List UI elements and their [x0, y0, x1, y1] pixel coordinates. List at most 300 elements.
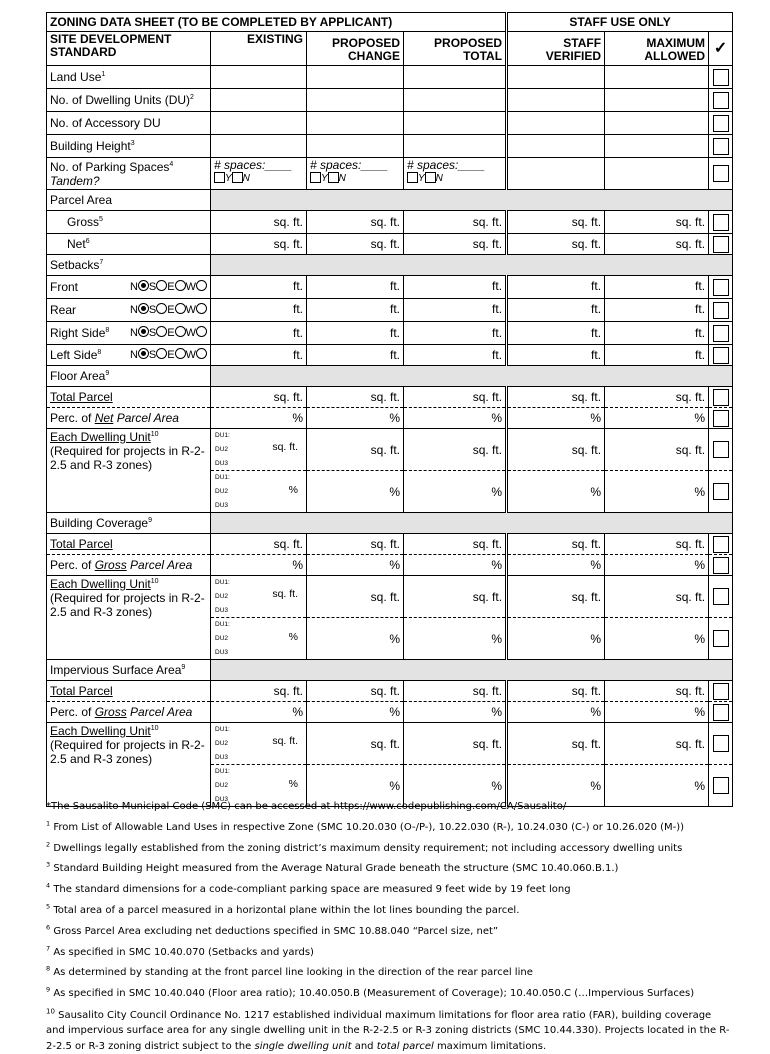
label-parcel-area-suffix: Parcel Area: [113, 411, 179, 425]
radio-s[interactable]: [156, 348, 167, 359]
row-front: [47, 276, 733, 299]
staff-field[interactable]: sq. ft.: [507, 681, 605, 702]
direction-selector: [130, 303, 207, 316]
radio-n[interactable]: [138, 280, 149, 291]
staff-field[interactable]: [507, 66, 605, 89]
section-shade: [211, 255, 733, 276]
du2-label: DU2: [215, 740, 229, 747]
du2-label: DU2: [215, 488, 229, 495]
change-field[interactable]: sq. ft.: [307, 576, 404, 618]
dir-n-label: N: [129, 327, 138, 339]
verify-checkbox[interactable]: [713, 777, 729, 794]
dir-e-label: E: [167, 304, 175, 316]
label-rear: Rear: [50, 303, 77, 317]
total-field[interactable]: [404, 135, 507, 158]
fn-ref: 1: [101, 71, 106, 78]
row-left-side: [47, 345, 733, 366]
no-checkbox[interactable]: [232, 172, 243, 183]
radio-n[interactable]: [138, 303, 149, 314]
staff-field[interactable]: %: [507, 765, 605, 807]
section-shade: [211, 366, 733, 387]
zoning-data-sheet: [46, 12, 732, 807]
max-field[interactable]: %: [605, 408, 709, 429]
dir-e-label: E: [167, 281, 175, 293]
footnote-10-single: single dwelling unit: [254, 1040, 352, 1052]
radio-e[interactable]: [175, 303, 186, 314]
max-field[interactable]: ft.: [605, 345, 709, 366]
total-field[interactable]: sq. ft.: [404, 681, 507, 702]
radio-s[interactable]: [156, 280, 167, 291]
staff-field[interactable]: %: [507, 555, 605, 576]
row-rear: [47, 299, 733, 322]
footnote-4: $^4$ The standard dimensions for a code-compliant parking space are measured 9 feet wide by 19 feet long: [46, 881, 571, 896]
staff-field[interactable]: ft.: [507, 322, 605, 345]
staff-field[interactable]: sq. ft.: [507, 534, 605, 555]
row-fa-du-sqft: [47, 429, 733, 471]
label-setbacks: Setbacks: [50, 258, 100, 272]
label-impervious: Impervious Surface Area: [50, 663, 182, 677]
existing-field[interactable]: sq. ft.: [211, 534, 307, 555]
max-field[interactable]: [605, 112, 709, 135]
verify-checkbox[interactable]: [713, 410, 729, 427]
total-field[interactable]: %: [404, 555, 507, 576]
label-building-height: Building Height: [50, 139, 131, 153]
verify-checkbox[interactable]: [713, 279, 729, 296]
row-gross: [47, 211, 733, 234]
total-field[interactable]: %: [404, 408, 507, 429]
max-field[interactable]: %: [605, 555, 709, 576]
fn-ref: 9: [148, 517, 152, 524]
total-field[interactable]: sq. ft.: [404, 429, 507, 471]
change-field[interactable]: sq. ft.: [307, 681, 404, 702]
du2-label: DU2: [215, 446, 229, 453]
footnote-1: $^1$ From List of Allowable Land Uses in respective Zone (SMC 10.20.030 (O-/P-), 10.22.030 (R-), 10.24.030 (C-) or 10.26.020 (M-)): [46, 819, 685, 833]
existing-field[interactable]: %: [211, 408, 307, 429]
label-tandem: Tandem?: [50, 173, 100, 188]
existing-field[interactable]: %: [288, 631, 298, 643]
staff-field[interactable]: %: [507, 618, 605, 660]
du1-label: DU1:: [215, 621, 230, 628]
footnote-10-total: total parcel: [376, 1040, 434, 1052]
spaces-total[interactable]: # spaces:____: [407, 158, 486, 172]
yes-label: Y: [418, 173, 425, 184]
label-each-du: Each Dwelling Unit: [50, 577, 151, 591]
zoning-table: [46, 12, 733, 807]
existing-field[interactable]: %: [288, 484, 298, 496]
du2-label: DU2: [215, 635, 229, 642]
row-parking: [47, 158, 733, 190]
yes-label: Y: [321, 173, 328, 184]
row-net: [47, 234, 733, 255]
total-field[interactable]: sq. ft.: [404, 211, 507, 234]
label-net: Net: [67, 237, 86, 251]
row-accessory-du: [47, 112, 733, 135]
change-field[interactable]: ft.: [307, 276, 404, 299]
footnote-7-text: As specified in SMC 10.40.070 (Setbacks and yards): [53, 946, 314, 958]
verify-checkbox[interactable]: [713, 588, 729, 605]
footnote-10: $^{10}$ Sausalito City Council Ordinance No. 1217 established individual maximum limitations for floor area ratio (FAR), building coverage and impervious surface area for any single dwelling unit in the R-2-2.5 or R-3 zoning districts (SMC 10.44.330). Projects located in the R-2-2.5 or R-3 zoning district subject to the single dwelling unit and total parcel maximum limitations.: [46, 1007, 730, 1052]
label-each-du: Each Dwelling Unit: [50, 430, 151, 444]
col-proposed-total: PROPOSED TOTAL: [404, 32, 507, 66]
fn-ref: 3: [130, 140, 135, 147]
change-field[interactable]: sq. ft.: [307, 211, 404, 234]
existing-field[interactable]: ft.: [211, 299, 307, 322]
max-field[interactable]: [605, 89, 709, 112]
staff-field[interactable]: sq. ft.: [507, 387, 605, 408]
section-floor-area: [47, 366, 733, 387]
staff-field[interactable]: sq. ft.: [507, 234, 605, 255]
section-shade: [211, 660, 733, 681]
staff-field[interactable]: ft.: [507, 276, 605, 299]
footnote-2: $^2$ Dwellings legally established from the zoning district’s maximum density requirement; not including accessory dwelling units: [46, 840, 683, 854]
footnote-8-text: As determined by standing at the front parcel line looking in the direction of the rear parcel line: [53, 967, 533, 979]
change-field[interactable]: sq. ft.: [307, 534, 404, 555]
verify-checkbox[interactable]: [713, 236, 729, 253]
row-fa-perc: [47, 408, 733, 429]
change-field[interactable]: ft.: [307, 322, 404, 345]
change-field[interactable]: %: [307, 765, 404, 807]
total-field[interactable]: %: [404, 702, 507, 723]
total-field[interactable]: %: [404, 765, 507, 807]
footnote-10-text: Sausalito City Council Ordinance No. 1217 established individual maximum limitations for floor area ratio (FAR), building coverage and impervious surface area for any single dwelling unit in the R-2-2.5 or R-3 zoning districts (SMC 10.44.330). Projects located in the R-2-2.5 or R-3 zoning district subject to the: [46, 1009, 730, 1052]
col-existing: EXISTING: [211, 32, 307, 66]
footnote-5-text: Total area of a parcel measured in a horizontal plane within the lot lines bounding the parcel.: [53, 904, 520, 916]
no-label: N: [338, 173, 346, 184]
no-label: N: [242, 173, 250, 184]
total-field[interactable]: ft.: [404, 276, 507, 299]
staff-field[interactable]: ft.: [507, 299, 605, 322]
total-field[interactable]: ft.: [404, 299, 507, 322]
dir-s-label: S: [148, 304, 157, 316]
change-field[interactable]: sq. ft.: [307, 723, 404, 765]
label-required: (Required for projects in R-2-2.5 and R-3 zones): [50, 738, 205, 766]
fn-ref: 9: [181, 664, 186, 671]
verify-checkbox[interactable]: [713, 704, 729, 721]
radio-w[interactable]: [196, 348, 207, 359]
row-bc-du-sqft: [47, 576, 733, 618]
max-field[interactable]: %: [605, 765, 709, 807]
dir-w-label: W: [185, 281, 196, 293]
label-parcel-area-suffix: Parcel Area: [126, 558, 193, 572]
dir-s-label: S: [148, 327, 157, 339]
staff-field[interactable]: %: [507, 408, 605, 429]
label-total-parcel: Total Parcel: [47, 681, 211, 702]
label-front: Front: [50, 280, 79, 294]
dir-e-label: E: [167, 327, 175, 339]
radio-e[interactable]: [175, 348, 186, 359]
du1-label: DU1:: [215, 474, 230, 481]
du2-label: DU2: [215, 593, 229, 600]
du3-label: DU3: [215, 460, 229, 467]
existing-field[interactable]: %: [211, 555, 307, 576]
fn-ref: 7: [99, 259, 104, 266]
max-field[interactable]: sq. ft.: [605, 234, 709, 255]
du1-label: DU1:: [215, 726, 230, 733]
staff-field[interactable]: %: [507, 702, 605, 723]
change-field[interactable]: [307, 135, 404, 158]
change-field[interactable]: sq. ft.: [307, 234, 404, 255]
max-field[interactable]: sq. ft.: [605, 211, 709, 234]
max-field[interactable]: sq. ft.: [605, 681, 709, 702]
existing-field[interactable]: [211, 112, 307, 135]
existing-field[interactable]: ft.: [211, 276, 307, 299]
footnote-smc: *The Sausalito Municipal Code (SMC) can be accessed at https://www.codepublishing.com/CA/Sausalito/: [46, 801, 567, 812]
footnote-10-and: and: [351, 1040, 377, 1052]
radio-n[interactable]: [138, 326, 149, 337]
footnote-7: $^7$ As specified in SMC 10.40.070 (Setbacks and yards): [46, 944, 314, 958]
existing-field[interactable]: %: [211, 702, 307, 723]
fn-ref: 8: [97, 349, 102, 356]
check-mark-icon: ✓: [713, 39, 728, 57]
label-parcel-area-suffix: Parcel Area: [126, 705, 193, 719]
verify-checkbox[interactable]: [713, 536, 729, 553]
label-land-use: Land Use: [50, 70, 102, 84]
change-field[interactable]: ft.: [307, 345, 404, 366]
du2-label: DU2: [215, 782, 229, 789]
existing-field[interactable]: ft.: [211, 322, 307, 345]
dir-w-label: W: [185, 327, 196, 339]
radio-e[interactable]: [175, 280, 186, 291]
radio-s[interactable]: [156, 303, 167, 314]
existing-field[interactable]: sq. ft.: [211, 234, 307, 255]
fn-ref: 10: [150, 431, 159, 438]
du1-label: DU1:: [215, 768, 230, 775]
verify-checkbox[interactable]: [713, 69, 729, 86]
dir-w-label: W: [185, 349, 196, 361]
existing-field[interactable]: [211, 135, 307, 158]
fn-ref: 5: [99, 216, 103, 223]
radio-s[interactable]: [156, 326, 167, 337]
verify-checkbox[interactable]: [713, 683, 729, 700]
max-field[interactable]: sq. ft.: [605, 429, 709, 471]
fn-ref: 4: [169, 160, 174, 168]
max-field[interactable]: sq. ft.: [605, 576, 709, 618]
label-right-side: Right Side: [50, 326, 106, 340]
total-field[interactable]: sq. ft.: [404, 387, 507, 408]
fn-ref: 10: [150, 578, 159, 585]
direction-selector: [130, 348, 207, 361]
change-field[interactable]: sq. ft.: [307, 387, 404, 408]
existing-field[interactable]: [211, 89, 307, 112]
change-field[interactable]: [307, 66, 404, 89]
change-field[interactable]: [307, 112, 404, 135]
footnote-9: $^9$ As specified in SMC 10.40.040 (Floor area ratio); 10.40.050.B (Measurement of Coverage); 10.40.050.C (…Impervious Surfaces): [46, 985, 695, 1000]
footnote-9-text: As specified in SMC 10.40.040 (Floor area ratio); 10.40.050.B (Measurement of Coverage); 10.40.050.C (…Impervious Surfaces): [53, 988, 695, 1000]
verify-checkbox[interactable]: [713, 214, 729, 231]
total-field[interactable]: [404, 89, 507, 112]
row-is-du-sqft: [47, 723, 733, 765]
staff-field[interactable]: ft.: [507, 345, 605, 366]
verify-checkbox[interactable]: [713, 325, 729, 342]
total-field[interactable]: sq. ft.: [404, 534, 507, 555]
spaces-existing[interactable]: # spaces:____: [214, 158, 293, 172]
verify-checkbox[interactable]: [713, 92, 729, 109]
label-gross: Gross: [67, 215, 100, 229]
max-field[interactable]: sq. ft.: [605, 723, 709, 765]
spaces-change[interactable]: # spaces:____: [310, 158, 389, 172]
staff-field[interactable]: sq. ft.: [507, 723, 605, 765]
row-fa-total-parcel: [47, 387, 733, 408]
change-field[interactable]: sq. ft.: [307, 429, 404, 471]
staff-field[interactable]: [507, 135, 605, 158]
dir-w-label: W: [185, 304, 196, 316]
existing-field[interactable]: ft.: [211, 345, 307, 366]
staff-field[interactable]: [507, 89, 605, 112]
existing-field[interactable]: sq. ft.: [211, 211, 307, 234]
verify-checkbox[interactable]: [713, 302, 729, 319]
section-shade: [211, 190, 733, 211]
dir-n-label: N: [129, 281, 138, 293]
du1-label: DU1:: [215, 432, 230, 439]
max-field[interactable]: %: [605, 618, 709, 660]
yes-checkbox[interactable]: [407, 172, 418, 183]
radio-w[interactable]: [196, 326, 207, 337]
verify-checkbox[interactable]: [713, 441, 729, 458]
no-label: N: [435, 173, 443, 184]
max-field[interactable]: %: [605, 702, 709, 723]
fn-ref: 10: [150, 725, 159, 732]
max-field[interactable]: sq. ft.: [605, 387, 709, 408]
col-standard: SITE DEVELOPMENT STANDARD: [47, 32, 211, 66]
max-field[interactable]: [605, 66, 709, 89]
section-parcel-area: [47, 190, 733, 211]
radio-e[interactable]: [175, 326, 186, 337]
du1-label: DU1:: [215, 579, 230, 586]
verify-checkbox[interactable]: [713, 557, 729, 574]
row-is-total-parcel: [47, 681, 733, 702]
total-field[interactable]: sq. ft.: [404, 234, 507, 255]
direction-selector: [130, 280, 207, 293]
no-checkbox[interactable]: [425, 172, 436, 183]
max-field[interactable]: ft.: [605, 322, 709, 345]
row-bc-total-parcel: [47, 534, 733, 555]
label-total-parcel: Total Parcel: [47, 387, 211, 408]
change-field[interactable]: %: [307, 471, 404, 513]
staff-field[interactable]: %: [507, 471, 605, 513]
max-field[interactable]: [605, 135, 709, 158]
dir-s-label: S: [148, 281, 157, 293]
existing-field[interactable]: sq. ft.: [272, 441, 298, 453]
verify-checkbox[interactable]: [713, 138, 729, 155]
total-field[interactable]: %: [404, 471, 507, 513]
footnote-1-text: From List of Allowable Land Uses in respective Zone (SMC 10.20.030 (O-/P-), 10.22.030 (R-), 10.24.030 (C-) or 10.26.020 (M-)): [53, 821, 685, 833]
total-field[interactable]: sq. ft.: [404, 723, 507, 765]
existing-field[interactable]: sq. ft.: [272, 735, 298, 747]
fn-ref: 8: [105, 327, 110, 334]
total-field[interactable]: ft.: [404, 345, 507, 366]
footnote-10-end: maximum limitations.: [433, 1040, 547, 1052]
footnote-3-text: Standard Building Height measured from the Average Natural Grade beneath the structure (SMC 10.40.060.B.1.): [53, 863, 619, 875]
max-field[interactable]: [605, 158, 709, 190]
section-impervious: [47, 660, 733, 681]
verify-checkbox[interactable]: [713, 630, 729, 647]
total-field[interactable]: [404, 112, 507, 135]
total-field[interactable]: sq. ft.: [404, 576, 507, 618]
verify-checkbox[interactable]: [713, 389, 729, 406]
col-maximum-allowed: MAXIMUM ALLOWED: [605, 32, 709, 66]
max-field[interactable]: ft.: [605, 276, 709, 299]
row-right-side: [47, 322, 733, 345]
change-field[interactable]: %: [307, 408, 404, 429]
dir-n-label: N: [129, 349, 138, 361]
du3-label: DU3: [215, 649, 229, 656]
label-parcel-area: Parcel Area: [47, 190, 211, 211]
label-gross-word: Gross: [94, 705, 127, 719]
max-field[interactable]: sq. ft.: [605, 534, 709, 555]
sheet-title: ZONING DATA SHEET (TO BE COMPLETED BY APPLICANT): [47, 13, 507, 32]
existing-field[interactable]: %: [288, 778, 298, 790]
staff-field[interactable]: sq. ft.: [507, 211, 605, 234]
label-each-du: Each Dwelling Unit: [50, 724, 151, 738]
change-field[interactable]: %: [307, 702, 404, 723]
label-perc-of: Perc. of: [50, 411, 95, 425]
du3-label: DU3: [215, 754, 229, 761]
total-field[interactable]: %: [404, 618, 507, 660]
footnote-4-text: The standard dimensions for a code-compliant parking space are measured 9 feet wide by 19 feet long: [53, 884, 571, 896]
change-field[interactable]: %: [307, 618, 404, 660]
yes-label: Y: [225, 173, 232, 184]
label-total-parcel: Total Parcel: [47, 534, 211, 555]
label-accessory-du: No. of Accessory DU: [47, 112, 211, 135]
row-land-use: [47, 66, 733, 89]
radio-n[interactable]: [138, 348, 149, 359]
label-gross-word: Gross: [94, 558, 127, 572]
radio-w[interactable]: [196, 303, 207, 314]
dir-s-label: S: [148, 349, 157, 361]
verify-checkbox[interactable]: [713, 165, 729, 182]
yes-checkbox[interactable]: [310, 172, 321, 183]
max-field[interactable]: %: [605, 471, 709, 513]
label-net-word: Net: [94, 411, 114, 425]
existing-field[interactable]: sq. ft.: [272, 588, 298, 600]
footnote-5: $^5$ Total area of a parcel measured in a horizontal plane within the lot lines bounding the parcel.: [46, 902, 520, 916]
max-field[interactable]: ft.: [605, 299, 709, 322]
row-is-perc: [47, 702, 733, 723]
footnotes: [46, 797, 732, 1054]
label-left-side: Left Side: [50, 348, 98, 362]
existing-field[interactable]: sq. ft.: [211, 681, 307, 702]
fn-ref: 2: [190, 94, 194, 101]
staff-field[interactable]: sq. ft.: [507, 576, 605, 618]
radio-w[interactable]: [196, 280, 207, 291]
existing-field[interactable]: [211, 66, 307, 89]
dir-e-label: E: [167, 349, 175, 361]
change-field[interactable]: ft.: [307, 299, 404, 322]
verify-checkbox[interactable]: [713, 735, 729, 752]
row-dwelling-units: [47, 89, 733, 112]
total-field[interactable]: ft.: [404, 322, 507, 345]
existing-field[interactable]: sq. ft.: [211, 387, 307, 408]
section-shade: [211, 513, 733, 534]
change-field[interactable]: %: [307, 555, 404, 576]
label-dwelling-units: No. of Dwelling Units (DU): [50, 93, 191, 107]
staff-field[interactable]: [507, 158, 605, 190]
total-field[interactable]: [404, 66, 507, 89]
fn-ref: 9: [105, 370, 110, 377]
verify-checkbox[interactable]: [713, 115, 729, 132]
verify-checkbox[interactable]: [713, 347, 729, 364]
change-field[interactable]: [307, 89, 404, 112]
label-floor-area: Floor Area: [50, 369, 106, 383]
yes-checkbox[interactable]: [214, 172, 225, 183]
staff-field[interactable]: [507, 112, 605, 135]
row-bc-perc: [47, 555, 733, 576]
du3-label: DU3: [215, 607, 229, 614]
label-perc-of: Perc. of: [50, 705, 95, 719]
no-checkbox[interactable]: [328, 172, 339, 183]
verify-checkbox[interactable]: [713, 483, 729, 500]
staff-field[interactable]: sq. ft.: [507, 429, 605, 471]
